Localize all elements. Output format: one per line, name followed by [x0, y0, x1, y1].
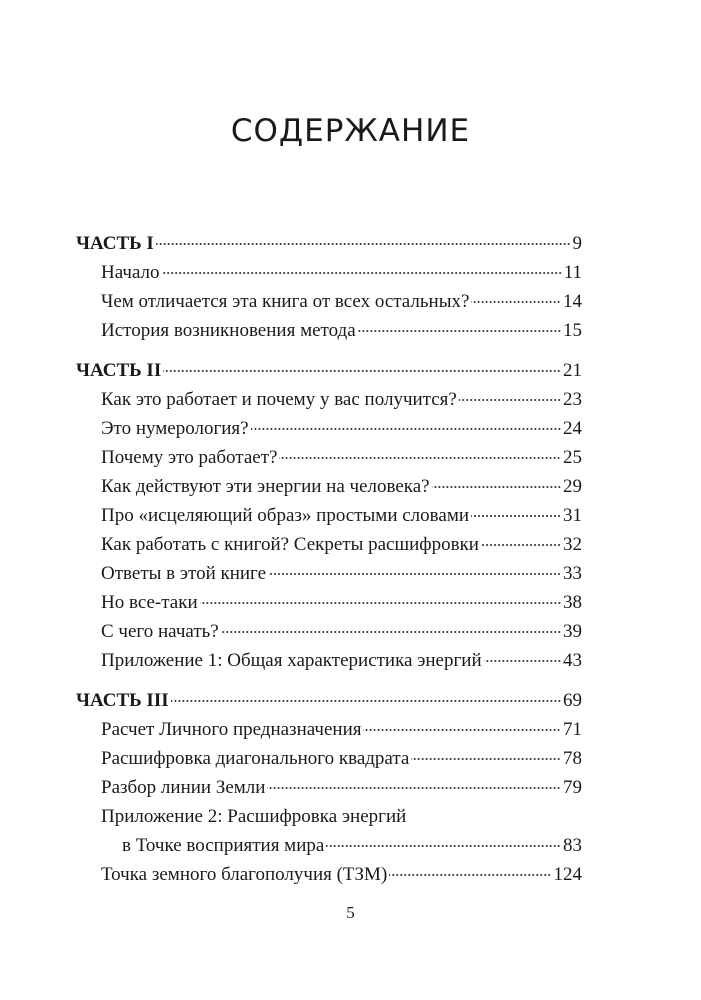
- toc-entry-title: Но все-таки: [101, 592, 198, 613]
- table-of-contents: [76, 229, 582, 900]
- toc-entry-title: ЧАСТЬ III: [76, 690, 169, 711]
- dot-leader: [279, 457, 561, 459]
- dot-leader: [432, 486, 561, 488]
- dot-leader: [471, 301, 561, 303]
- toc-entry: [76, 860, 582, 889]
- toc-entry: [76, 773, 582, 802]
- dot-leader: [156, 243, 571, 245]
- toc-entry-title: в Точке восприятия мира: [122, 835, 325, 856]
- dot-leader: [411, 758, 561, 760]
- toc-entry-page: 43: [563, 650, 582, 671]
- toc-entry: [76, 385, 582, 414]
- toc-entry-page: 21: [563, 360, 582, 381]
- dot-leader: [358, 330, 561, 332]
- toc-entry: [76, 559, 582, 588]
- dot-leader: [389, 874, 551, 876]
- toc-entry-page: 31: [563, 505, 582, 526]
- toc-entry-title: Это нумерология?: [101, 418, 249, 439]
- dot-leader: [171, 700, 561, 702]
- toc-entry: [76, 646, 582, 675]
- toc-entry-title: ЧАСТЬ II: [76, 360, 162, 381]
- toc-entry: [76, 744, 582, 773]
- toc-entry: [76, 472, 582, 501]
- toc-entry-page: 79: [563, 777, 582, 798]
- dot-leader: [267, 787, 561, 789]
- toc-entry-title: С чего начать?: [101, 621, 219, 642]
- toc-entry-page: 15: [563, 320, 582, 341]
- toc-section: [76, 686, 582, 889]
- toc-entry: [76, 802, 582, 831]
- toc-entry-page: 24: [563, 418, 582, 439]
- toc-entry: [76, 588, 582, 617]
- toc-entry-title: Как это работает и почему у вас получится?: [101, 389, 457, 410]
- dot-leader: [326, 845, 561, 847]
- toc-entry-page: 11: [563, 262, 582, 283]
- dot-leader: [481, 544, 561, 546]
- toc-part-entry: [76, 229, 582, 258]
- page-number: 5: [346, 903, 355, 922]
- toc-entry-title: Про «исцеляющий образ» простыми словами: [101, 505, 470, 526]
- toc-entry-title: Расшифровка диагонального квадрата: [101, 748, 410, 769]
- toc-entry-title: История возникновения метода: [101, 320, 356, 341]
- page-title: СОДЕРЖАНИЕ: [230, 113, 471, 149]
- toc-part-entry: [76, 356, 582, 385]
- dot-leader: [251, 428, 561, 430]
- toc-entry-page: 14: [563, 291, 582, 312]
- toc-entry-title: Разбор линии Земли: [101, 777, 266, 798]
- toc-entry-page: 25: [563, 447, 582, 468]
- dot-leader: [162, 272, 562, 274]
- dot-leader: [268, 573, 561, 575]
- toc-entry-title: Чем отличается эта книга от всех остальных?: [101, 291, 470, 312]
- toc-entry: [76, 530, 582, 559]
- toc-entry-title: Расчет Личного предназначения: [101, 719, 362, 740]
- dot-leader: [200, 602, 561, 604]
- toc-entry: [76, 501, 582, 530]
- toc-entry-page: 78: [563, 748, 582, 769]
- toc-section: [76, 356, 582, 675]
- dot-leader: [459, 399, 561, 401]
- toc-entry: [76, 316, 582, 345]
- toc-entry-page: 39: [563, 621, 582, 642]
- toc-entry-title: Почему это работает?: [101, 447, 278, 468]
- toc-entry-title: Как работать с книгой? Секреты расшифровки: [101, 534, 479, 555]
- toc-entry-page: 38: [563, 592, 582, 613]
- toc-entry-title: ЧАСТЬ I: [76, 233, 154, 254]
- dot-leader: [221, 631, 561, 633]
- toc-entry: [76, 831, 582, 860]
- toc-entry-page: 32: [563, 534, 582, 555]
- dot-leader: [484, 660, 561, 662]
- toc-entry-page: 9: [572, 233, 582, 254]
- toc-entry-title: Точка земного благополучия (ТЗМ): [101, 864, 388, 885]
- toc-entry-title: Приложение 1: Общая характеристика энергий: [101, 650, 482, 671]
- dot-leader: [471, 515, 561, 517]
- toc-entry-title: Начало: [101, 262, 160, 283]
- toc-entry-title: Приложение 2: Расшифровка энергий: [101, 806, 407, 827]
- toc-entry-title: Как действуют эти энергии на человека?: [101, 476, 430, 497]
- toc-entry-page: 23: [563, 389, 582, 410]
- toc-entry-page: 71: [563, 719, 582, 740]
- toc-entry: [76, 414, 582, 443]
- toc-entry-title: Ответы в этой книге: [101, 563, 267, 584]
- toc-section: [76, 229, 582, 345]
- dot-leader: [163, 370, 561, 372]
- toc-entry: [76, 287, 582, 316]
- toc-part-entry: [76, 686, 582, 715]
- toc-entry: [76, 443, 582, 472]
- toc-entry: [76, 715, 582, 744]
- toc-entry-page: 124: [553, 864, 582, 885]
- toc-entry-page: 29: [563, 476, 582, 497]
- toc-entry-page: 69: [563, 690, 582, 711]
- toc-entry: [76, 617, 582, 646]
- toc-entry-page: 83: [563, 835, 582, 856]
- toc-entry: [76, 258, 582, 287]
- toc-entry-page: 33: [563, 563, 582, 584]
- dot-leader: [363, 729, 561, 731]
